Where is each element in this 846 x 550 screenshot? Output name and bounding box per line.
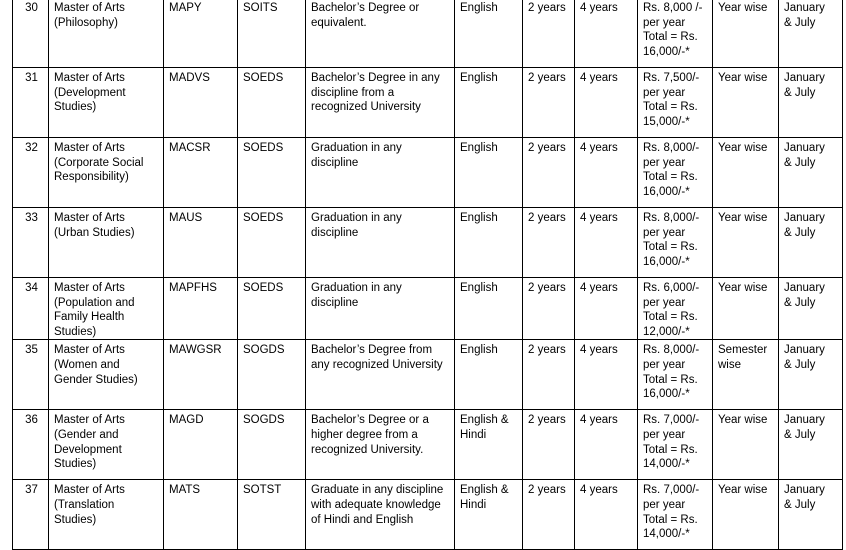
table-row	[13, 278, 843, 340]
fee-cell	[638, 0, 713, 68]
programme-name-line: Master of Arts	[54, 72, 125, 84]
programme-table	[12, 0, 843, 550]
table-row	[13, 68, 843, 138]
fee-line: 14,000/-*	[643, 528, 690, 541]
session-line: January	[784, 212, 825, 224]
max-duration-cell: 4 years	[575, 138, 638, 208]
programme-name-cell	[49, 410, 164, 480]
fee-line: per year	[643, 86, 686, 99]
min-duration-cell: 2 years	[523, 480, 575, 550]
programme-name-line: (Population and	[54, 296, 135, 309]
max-duration-cell: 4 years	[575, 410, 638, 480]
programme-code-cell: MAPY	[164, 0, 238, 68]
fee-cell	[638, 480, 713, 550]
fee-line: Rs. 8,000/-	[643, 142, 700, 154]
session-line: January	[784, 72, 825, 84]
session-cell	[779, 410, 843, 480]
min-duration-cell: 2 years	[523, 0, 575, 68]
eligibility-line: with adequate knowledge	[311, 498, 441, 511]
fee-line: Rs. 7,500/-	[643, 72, 700, 84]
table-row	[13, 410, 843, 480]
medium-line: Hindi	[460, 428, 487, 441]
serial-number-cell: 37	[13, 480, 49, 550]
fee-cell	[638, 68, 713, 138]
fee-line: 16,000/-*	[643, 185, 690, 198]
serial-number-cell: 36	[13, 410, 49, 480]
school-cell: SOEDS	[238, 138, 306, 208]
fee-line: Rs. 7,000/-	[643, 484, 700, 497]
school-cell: SOEDS	[238, 68, 306, 138]
fee-line: Total = Rs.	[643, 171, 698, 184]
medium-line: English	[460, 282, 498, 294]
medium-line: English &	[460, 414, 509, 427]
programme-name-cell	[49, 138, 164, 208]
table-row	[13, 480, 843, 550]
serial-number-cell: 32	[13, 138, 49, 208]
table-row	[13, 0, 843, 68]
fee-line: per year	[643, 428, 686, 441]
programme-name-line: (Women and	[54, 358, 120, 371]
eligibility-cell	[306, 278, 455, 340]
fee-mode-cell	[713, 340, 779, 410]
eligibility-line: discipline	[311, 156, 359, 169]
programme-name-cell	[49, 208, 164, 278]
session-cell	[779, 480, 843, 550]
programme-code-cell: MAUS	[164, 208, 238, 278]
programme-code-cell: MATS	[164, 480, 238, 550]
school-cell: SOTST	[238, 480, 306, 550]
programme-name-line: Master of Arts	[54, 2, 125, 14]
programme-name-line: (Philosophy)	[54, 16, 118, 29]
fee-mode-line: Year wise	[718, 72, 768, 84]
eligibility-cell	[306, 208, 455, 278]
session-cell	[779, 340, 843, 410]
programme-name-line: Master of Arts	[54, 414, 125, 427]
programme-name-line: Master of Arts	[54, 142, 125, 154]
fee-mode-line: Semester	[718, 344, 768, 357]
table-row	[13, 138, 843, 208]
programme-name-line: Studies)	[54, 325, 97, 338]
programme-name-cell	[49, 480, 164, 550]
programme-name-line: Studies)	[54, 101, 97, 114]
programme-name-cell	[49, 68, 164, 138]
fee-line: Rs. 8,000/-	[643, 344, 700, 357]
medium-line: English	[460, 72, 498, 84]
programme-name-line: Studies)	[54, 458, 97, 471]
min-duration-cell: 2 years	[523, 68, 575, 138]
eligibility-cell	[306, 138, 455, 208]
programme-name-cell	[49, 340, 164, 410]
medium-line: English	[460, 2, 498, 14]
school-cell: SOEDS	[238, 208, 306, 278]
medium-cell	[455, 480, 523, 550]
fee-line: Total = Rs.	[643, 443, 698, 456]
fee-mode-line: Year wise	[718, 2, 768, 14]
eligibility-cell	[306, 340, 455, 410]
programme-code-cell: MAGD	[164, 410, 238, 480]
programme-name-line: (Corporate Social	[54, 156, 144, 169]
session-line: & July	[784, 498, 816, 511]
programme-name-line: Master of Arts	[54, 484, 125, 497]
fee-line: 16,000/-*	[643, 255, 690, 268]
programme-code-cell: MACSR	[164, 138, 238, 208]
fee-line: per year	[643, 16, 686, 29]
eligibility-line: discipline from a	[311, 86, 395, 99]
fee-mode-cell	[713, 208, 779, 278]
session-line: January	[784, 2, 825, 14]
session-cell	[779, 278, 843, 340]
eligibility-cell	[306, 0, 455, 68]
eligibility-line: recognized University	[311, 101, 421, 114]
fee-line: Total = Rs.	[643, 311, 698, 324]
session-cell	[779, 0, 843, 68]
medium-line: English	[460, 212, 498, 224]
eligibility-cell	[306, 480, 455, 550]
fee-mode-cell	[713, 480, 779, 550]
programme-name-line: Responsibility)	[54, 171, 129, 184]
fee-mode-line: Year wise	[718, 484, 768, 497]
fee-line: Total = Rs.	[643, 513, 698, 526]
eligibility-line: Graduate in any discipline	[311, 484, 444, 497]
fee-cell	[638, 340, 713, 410]
fee-line: 16,000/-*	[643, 45, 690, 58]
eligibility-cell	[306, 410, 455, 480]
session-line: & July	[784, 226, 816, 239]
fee-line: per year	[643, 296, 686, 309]
fee-cell	[638, 278, 713, 340]
eligibility-line: Graduation in any	[311, 282, 402, 294]
session-line: & July	[784, 296, 816, 309]
serial-number-cell: 33	[13, 208, 49, 278]
fee-line: Rs. 8,000/-	[643, 212, 700, 224]
medium-cell	[455, 340, 523, 410]
eligibility-line: discipline	[311, 226, 359, 239]
fee-line: 16,000/-*	[643, 388, 690, 401]
fee-mode-cell	[713, 138, 779, 208]
min-duration-cell: 2 years	[523, 138, 575, 208]
eligibility-line: any recognized University	[311, 358, 443, 371]
fee-line: Rs. 7,000/-	[643, 414, 700, 427]
min-duration-cell: 2 years	[523, 340, 575, 410]
school-cell: SOGDS	[238, 340, 306, 410]
fee-cell	[638, 410, 713, 480]
medium-cell	[455, 208, 523, 278]
fee-mode-line: Year wise	[718, 212, 768, 224]
eligibility-line: Bachelor’s Degree or a	[311, 414, 429, 427]
serial-number-cell: 31	[13, 68, 49, 138]
max-duration-cell: 4 years	[575, 340, 638, 410]
eligibility-line: Graduation in any	[311, 142, 402, 154]
medium-line: Hindi	[460, 498, 487, 511]
fee-line: per year	[643, 226, 686, 239]
fee-cell	[638, 138, 713, 208]
programme-name-line: (Gender and	[54, 428, 119, 441]
eligibility-line: discipline	[311, 296, 359, 309]
medium-cell	[455, 278, 523, 340]
programme-name-line: Studies)	[54, 513, 97, 526]
session-line: January	[784, 142, 825, 154]
programme-name-line: (Translation	[54, 498, 115, 511]
eligibility-line: Bachelor’s Degree from	[311, 344, 433, 357]
programme-name-cell	[49, 0, 164, 68]
serial-number-cell: 34	[13, 278, 49, 340]
eligibility-cell	[306, 68, 455, 138]
programme-code-cell: MAPFHS	[164, 278, 238, 340]
medium-line: English	[460, 142, 498, 154]
fee-cell	[638, 208, 713, 278]
fee-line: Total = Rs.	[643, 373, 698, 386]
eligibility-line: recognized University.	[311, 443, 424, 456]
session-line: & July	[784, 16, 816, 29]
school-cell: SOEDS	[238, 278, 306, 340]
school-cell: SOGDS	[238, 410, 306, 480]
fee-mode-cell	[713, 0, 779, 68]
table-row	[13, 340, 843, 410]
session-line: January	[784, 282, 825, 294]
medium-cell	[455, 138, 523, 208]
programme-name-line: (Urban Studies)	[54, 226, 135, 239]
programme-name-line: Master of Arts	[54, 282, 125, 294]
session-line: January	[784, 414, 825, 427]
fee-mode-line: Year wise	[718, 142, 768, 154]
session-line: & July	[784, 156, 816, 169]
fee-mode-cell	[713, 68, 779, 138]
medium-line: English &	[460, 484, 509, 497]
programme-name-line: Gender Studies)	[54, 373, 138, 386]
eligibility-line: of Hindi and English	[311, 513, 414, 526]
max-duration-cell: 4 years	[575, 480, 638, 550]
fee-line: 12,000/-*	[643, 325, 690, 338]
fee-line: 14,000/-*	[643, 458, 690, 471]
medium-cell	[455, 68, 523, 138]
serial-number-cell: 30	[13, 0, 49, 68]
programme-name-line: Family Health	[54, 311, 125, 324]
programme-name-line: Development	[54, 443, 122, 456]
session-line: & July	[784, 86, 816, 99]
medium-line: English	[460, 344, 498, 357]
fee-line: Rs. 8,000 /-	[643, 2, 703, 14]
session-line: & July	[784, 428, 816, 441]
eligibility-line: equivalent.	[311, 16, 367, 29]
fee-line: per year	[643, 156, 686, 169]
eligibility-line: Bachelor’s Degree in any	[311, 72, 440, 84]
fee-line: Rs. 6,000/-	[643, 282, 700, 294]
programme-name-cell	[49, 278, 164, 340]
fee-line: 15,000/-*	[643, 115, 690, 128]
fee-mode-cell	[713, 278, 779, 340]
fee-line: Total = Rs.	[643, 241, 698, 254]
session-line: & July	[784, 358, 816, 371]
school-cell: SOITS	[238, 0, 306, 68]
session-cell	[779, 138, 843, 208]
eligibility-line: Bachelor’s Degree or	[311, 2, 420, 14]
fee-line: per year	[643, 498, 686, 511]
eligibility-line: Graduation in any	[311, 212, 402, 224]
table-row	[13, 208, 843, 278]
fee-line: Total = Rs.	[643, 101, 698, 114]
fee-mode-line: wise	[718, 358, 742, 371]
programme-name-line: Master of Arts	[54, 344, 125, 357]
fee-mode-cell	[713, 410, 779, 480]
serial-number-cell: 35	[13, 340, 49, 410]
max-duration-cell: 4 years	[575, 208, 638, 278]
min-duration-cell: 2 years	[523, 410, 575, 480]
programme-name-line: Master of Arts	[54, 212, 125, 224]
programme-name-line: (Development	[54, 86, 126, 99]
max-duration-cell: 4 years	[575, 68, 638, 138]
fee-mode-line: Year wise	[718, 282, 768, 294]
max-duration-cell: 4 years	[575, 0, 638, 68]
medium-cell	[455, 410, 523, 480]
eligibility-line: higher degree from a	[311, 428, 418, 441]
session-cell	[779, 68, 843, 138]
programme-code-cell: MADVS	[164, 68, 238, 138]
fee-mode-line: Year wise	[718, 414, 768, 427]
max-duration-cell: 4 years	[575, 278, 638, 340]
programme-code-cell: MAWGSR	[164, 340, 238, 410]
fee-line: Total = Rs.	[643, 31, 698, 44]
min-duration-cell: 2 years	[523, 208, 575, 278]
session-line: January	[784, 484, 825, 497]
programme-table-body	[13, 0, 843, 550]
min-duration-cell: 2 years	[523, 278, 575, 340]
session-cell	[779, 208, 843, 278]
session-line: January	[784, 344, 825, 357]
medium-cell	[455, 0, 523, 68]
fee-line: per year	[643, 358, 686, 371]
